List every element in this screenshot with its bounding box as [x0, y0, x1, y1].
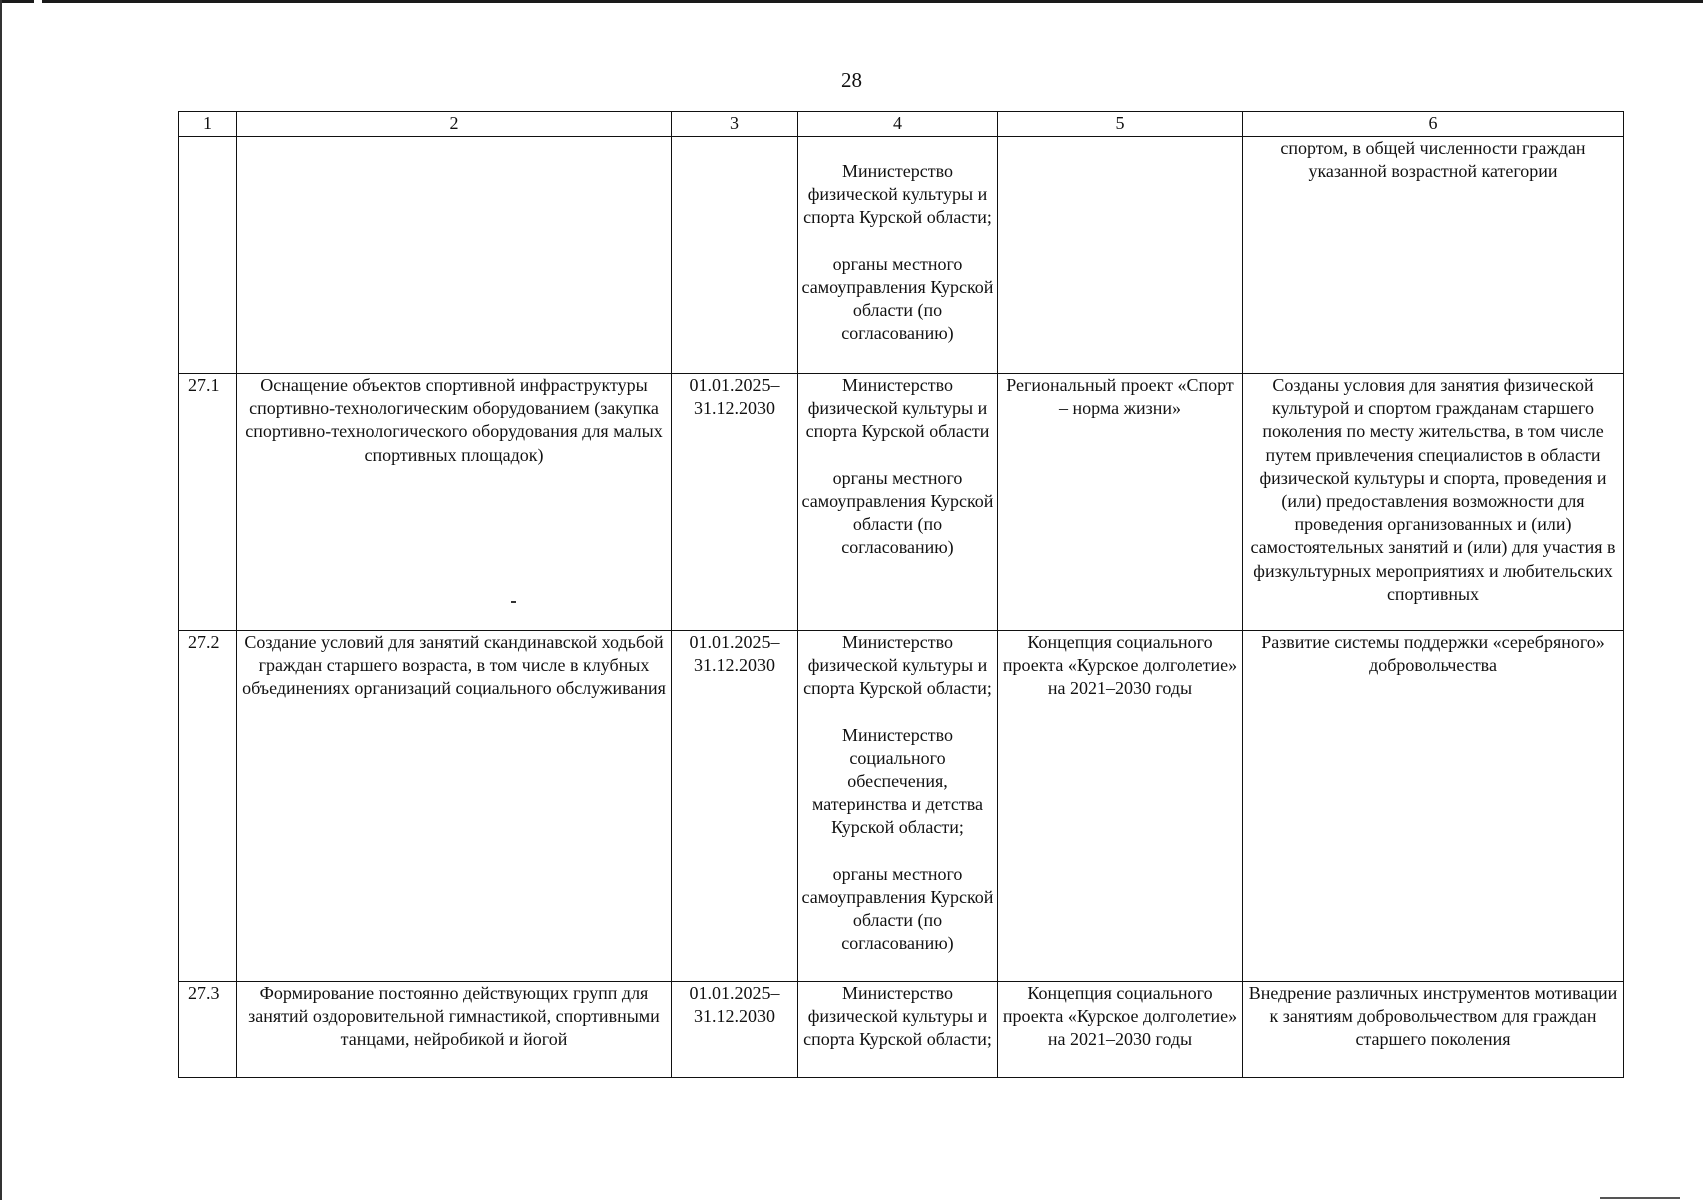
period-cell: 01.01.2025– 31.12.2030	[672, 631, 798, 982]
executor-text: Министерство физической культуры и спорта Курской области;	[803, 161, 992, 228]
executor-text: Министерство социального обеспечения, материнства и детства Курской области;	[812, 724, 983, 838]
activity-cell: Оснащение объектов спортивной инфраструктуры спортивно-технологическим оборудованием (закупка спортивно-технологического оборудования для малых спортивных площадок)	[237, 374, 672, 631]
table-header-row	[179, 112, 1624, 137]
result-cell: спортом, в общей численности граждан указанной возрастной категории	[1243, 137, 1624, 374]
result-cell: Созданы условия для занятия физической культурой и спортом гражданам старшего поколения по месту жительства, в том числе путем привлечения специалистов в области физической культуры и спорта, проведения и (или) предоставления возможности для проведения организованных и (или) самостоятельных занятий и (или) для участия в физкультурных мероприятиях и любительских спортивных	[1243, 374, 1624, 631]
table-row-continuation	[179, 137, 1624, 374]
executor-text: органы местного самоуправления Курской области (по согласованию)	[801, 253, 994, 344]
executors-cell	[798, 374, 998, 631]
row-number-cell	[179, 137, 237, 374]
period-cell: 01.01.2025– 31.12.2030	[672, 982, 798, 1078]
executor-text: органы местного самоуправления Курской области (по согласованию)	[801, 467, 994, 558]
row-number-cell: 27.3	[179, 982, 237, 1078]
scan-left-border	[0, 0, 2, 1200]
table-row-27-3	[179, 982, 1624, 1078]
table-row-27-1	[179, 374, 1624, 631]
executor-text: Министерство физической культуры и спорта Курской области;	[803, 632, 992, 699]
row-number-cell: 27.2	[179, 631, 237, 982]
table-row-27-2	[179, 631, 1624, 982]
scan-top-border-gap	[34, 0, 42, 3]
header-cell: 5	[998, 112, 1243, 137]
activity-cell: Создание условий для занятий скандинавской ходьбой граждан старшего возраста, в том числе в клубных объединениях организаций социального обслуживания	[237, 631, 672, 982]
scan-top-border	[0, 0, 1703, 3]
executors-cell	[798, 631, 998, 982]
activity-cell: Формирование постоянно действующих групп для занятий оздоровительной гимнастикой, спортивными танцами, нейробикой и йогой	[237, 982, 672, 1078]
scan-artifact-dash	[511, 601, 516, 603]
basis-cell: Региональный проект «Спорт – норма жизни»	[998, 374, 1243, 631]
action-plan-table	[178, 111, 1624, 1078]
period-cell: 01.01.2025– 31.12.2030	[672, 374, 798, 631]
basis-cell: Концепция социального проекта «Курское долголетие» на 2021–2030 годы	[998, 982, 1243, 1078]
header-cell: 1	[179, 112, 237, 137]
row-number-cell: 27.1	[179, 374, 237, 631]
page-number: 28	[841, 68, 862, 92]
basis-cell	[998, 137, 1243, 374]
period-cell	[672, 137, 798, 374]
header-cell: 2	[237, 112, 672, 137]
header-cell: 6	[1243, 112, 1624, 137]
activity-cell	[237, 137, 672, 374]
header-cell: 3	[672, 112, 798, 137]
scan-artifact-line	[1600, 1197, 1680, 1199]
result-cell: Внедрение различных инструментов мотивации к занятиям добровольчеством для граждан старшего поколения	[1243, 982, 1624, 1078]
executors-cell	[798, 982, 998, 1078]
header-cell: 4	[798, 112, 998, 137]
executor-text: Министерство физической культуры и спорта Курской области;	[803, 983, 992, 1050]
executor-text: Министерство физической культуры и спорта Курской области	[805, 375, 990, 442]
basis-cell: Концепция социального проекта «Курское долголетие» на 2021–2030 годы	[998, 631, 1243, 982]
executor-text: органы местного самоуправления Курской области (по согласованию)	[801, 863, 994, 954]
result-cell: Развитие системы поддержки «серебряного» добровольчества	[1243, 631, 1624, 982]
executors-cell	[798, 137, 998, 374]
